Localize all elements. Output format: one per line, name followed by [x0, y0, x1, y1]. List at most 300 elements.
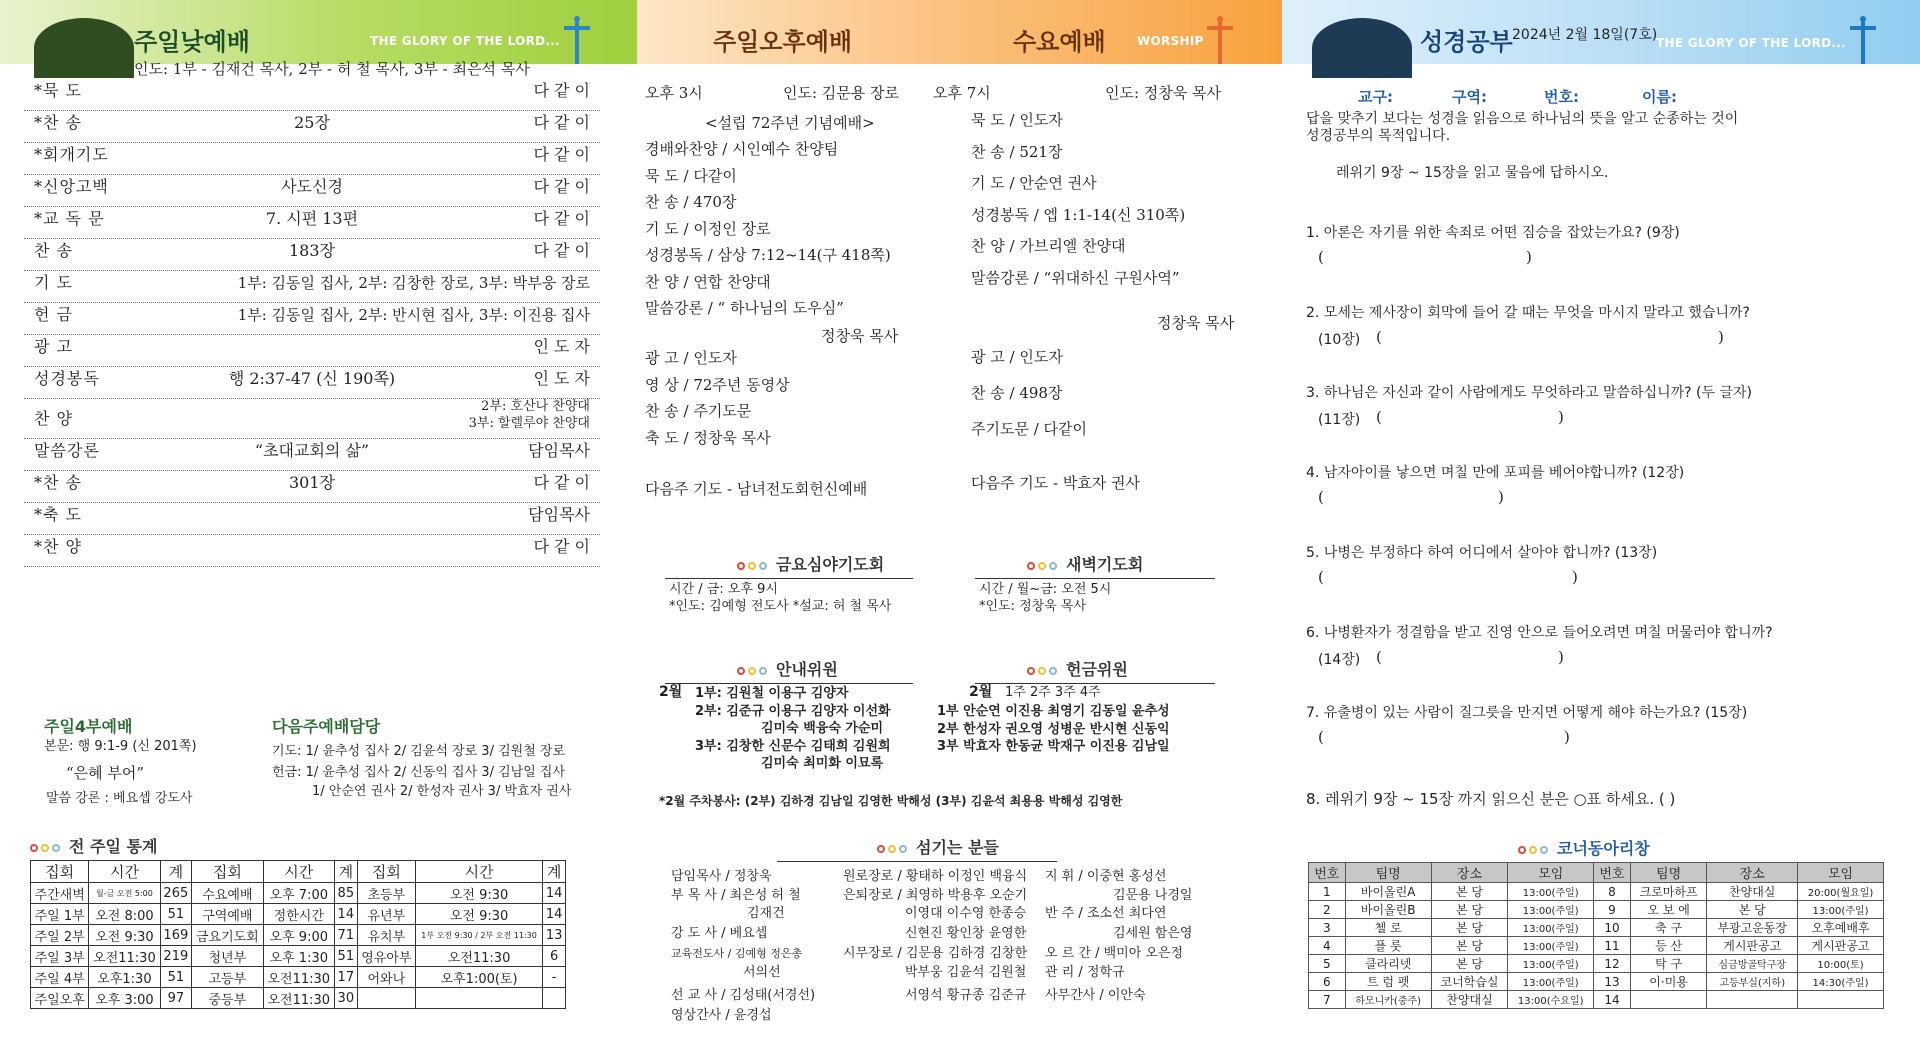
- club-cell: 게시판공고: [1798, 937, 1884, 955]
- question-text: 3. 하나님은 자신과 같이 사람에게도 무엇하라고 말씀하십니까? (두 글자): [1306, 385, 1752, 401]
- club-cell: 게시판공고: [1707, 937, 1798, 955]
- stats-cell: 주일 1부: [31, 904, 89, 925]
- order-by: 인 도 자: [533, 337, 590, 356]
- answer-open-paren: (: [1318, 248, 1324, 266]
- wednesday-line: 성경봉독 / 엡 1:1-14(신 310쪽): [971, 205, 1186, 224]
- wednesday-line: 광 고 / 인도자: [971, 348, 1063, 366]
- banner-title: 성경공부: [1420, 28, 1513, 56]
- stats-cell: 수요예배: [192, 883, 264, 904]
- club-header: 팀명: [1345, 863, 1431, 883]
- club-cell: 3: [1309, 919, 1346, 937]
- order-choir: 3부: 할렐루야 찬양대: [468, 416, 590, 431]
- offering-line: 1부 안순연 이진용 최영기 김동일 윤추성: [937, 704, 1170, 719]
- wednesday-leader: 인도: 정창욱 목사: [1105, 84, 1222, 102]
- order-item: 광 고: [34, 337, 73, 356]
- order-content: 25장: [294, 113, 330, 132]
- club-cell: 바이올린A: [1345, 883, 1431, 901]
- club-cell: 13:00(주일): [1508, 919, 1594, 937]
- club-cell: 13:00(주일): [1508, 955, 1594, 973]
- club-cell: 10:00(토): [1798, 955, 1884, 973]
- club-cell: 20:00(월요일): [1798, 883, 1884, 901]
- club-cell: 본 당: [1431, 901, 1508, 919]
- stats-cell: 71: [334, 925, 357, 946]
- answer-open-paren: (: [1376, 408, 1382, 426]
- afternoon-line: 영 상 / 72주년 동영상: [645, 375, 790, 394]
- club-cell: 오 보 에: [1630, 901, 1707, 919]
- order-by: 다 같 이: [533, 537, 590, 556]
- club-cell: 5: [1309, 955, 1346, 973]
- staff-line: 오 르 간 / 백미아 오은정: [1045, 946, 1184, 961]
- next-week-offering-2: 1/ 안순연 권사 2/ 한성자 권사 3/ 박효자 권사: [312, 784, 572, 799]
- offering-month: 2월: [969, 684, 993, 700]
- stats-cell: 오후1:00(토): [415, 967, 542, 988]
- intro-line-2: 성경공부의 목적입니다.: [1306, 128, 1451, 144]
- club-cell: 심금방골탁구장: [1707, 955, 1798, 973]
- afternoon-leader: 인도: 김문용 장로: [783, 84, 900, 102]
- afternoon-next-prayer: 다음주 기도 - 남녀전도회헌신예배: [645, 480, 868, 498]
- club-cell: 클라리넷: [1345, 955, 1431, 973]
- answer-open-paren: (: [1318, 728, 1324, 746]
- stats-cell: 오전11:30: [263, 988, 334, 1009]
- stats-cell: 14: [543, 904, 566, 925]
- staff-line: 영상간사 / 윤경섭: [671, 1008, 772, 1023]
- order-by: 담임목사: [528, 505, 590, 524]
- banner-subtitle: WORSHIP: [1137, 34, 1204, 48]
- club-cell: 첼 로: [1345, 919, 1431, 937]
- club-cell: 축 구: [1630, 919, 1707, 937]
- club-header: 팀명: [1630, 863, 1707, 883]
- club-cell: 13:00(수요일): [1508, 991, 1594, 1009]
- order-item: 말씀강론: [34, 441, 100, 460]
- staff-line: 담임목사 / 정창욱: [671, 869, 772, 884]
- stats-cell: 구역예배: [192, 904, 264, 925]
- earth-hill-icon: [1312, 18, 1412, 78]
- stats-cell: 51: [160, 967, 191, 988]
- offering-line: 3부 박효자 한동균 박재구 이진용 김남일: [937, 739, 1170, 754]
- stats-header: 시간: [415, 861, 542, 883]
- service4-text: 본문: 행 9:1-9 (신 201쪽): [44, 739, 197, 754]
- club-cell: 11: [1594, 937, 1631, 955]
- club-row: [1309, 991, 1884, 1009]
- next-week-offering-1: 헌금: 1/ 윤추성 집사 2/ 신동익 집사 3/ 김남일 집사: [272, 765, 566, 780]
- club-row: [1309, 937, 1884, 955]
- wednesday-line: 말씀강론 / “위대하신 구원사역”: [971, 268, 1180, 287]
- wednesday-line: 찬 양 / 가브리엘 찬양대: [971, 237, 1126, 255]
- afternoon-line: 경배와찬양 / 시인예수 찬양팀: [645, 140, 839, 158]
- stats-cell: 17: [334, 967, 357, 988]
- wednesday-preacher: 정창욱 목사: [1157, 314, 1235, 332]
- stats-header: 집회: [192, 861, 264, 883]
- stats-cell: 청년부: [192, 946, 264, 967]
- field-number: 번호:: [1544, 88, 1579, 106]
- stats-row: [31, 883, 566, 904]
- question-text: 2. 모세는 제사장이 회막에 들어 갈 때는 무엇을 마시지 말라고 했습니까?: [1306, 305, 1750, 321]
- order-by: 다 같 이: [533, 81, 590, 100]
- staff-line: 부 목 사 / 최은성 허 철: [671, 888, 801, 903]
- staff-line: 박부웅 김윤석 김원철: [905, 965, 1027, 980]
- order-content: 301장: [289, 473, 335, 492]
- club-header: 번호: [1309, 863, 1346, 883]
- afternoon-time: 오후 3시: [645, 84, 703, 102]
- stats-cell: 오전11:30: [89, 946, 160, 967]
- club-cell: 코너학습실: [1431, 973, 1508, 991]
- stats-cell: 51: [160, 904, 191, 925]
- stats-cell: 주일 3부: [31, 946, 89, 967]
- stats-cell: [357, 988, 415, 1009]
- service-leaders: 인도: 1부 - 김재건 목사, 2부 - 허 철 목사, 3부 - 최은석 목사: [134, 60, 530, 78]
- club-header: 번호: [1594, 863, 1631, 883]
- order-content: 183장: [289, 241, 335, 260]
- order-choir: 2부: 호산나 찬양대: [481, 399, 590, 414]
- stats-header: 계: [334, 861, 357, 883]
- circles-icon: [737, 555, 770, 574]
- christ-statue-icon: [1205, 16, 1235, 64]
- club-cell: 6: [1309, 973, 1346, 991]
- staff-line: 사무간사 / 이안숙: [1045, 988, 1146, 1003]
- stats-cell: 97: [160, 988, 191, 1009]
- order-row: [24, 528, 600, 567]
- club-cell: 부광고운동장: [1707, 919, 1798, 937]
- sunday-morning-banner: [0, 0, 637, 64]
- club-cell: 고등부실(지하): [1707, 973, 1798, 991]
- stats-cell: 14: [334, 904, 357, 925]
- usher-line: 2부: 김준규 이용구 김양자 이선화: [695, 703, 891, 719]
- order-content: 7. 시편 13편: [265, 209, 359, 228]
- afternoon-line: 축 도 / 정창욱 목사: [645, 428, 771, 447]
- club-cell: 본 당: [1431, 883, 1508, 901]
- answer-open-paren: (: [1376, 648, 1382, 666]
- stats-cell: 오전11:30: [415, 946, 542, 967]
- club-cell: 13:00(주일): [1508, 883, 1594, 901]
- stats-table: [30, 860, 566, 1009]
- order-item: 찬 양: [34, 409, 73, 428]
- next-week-prayer: 기도: 1/ 윤추성 집사 2/ 김윤석 장로 3/ 김원철 장로: [272, 744, 566, 759]
- worship-banner: [637, 0, 1282, 64]
- usher-line: 김미숙 최미화 이묘록: [761, 756, 884, 771]
- stats-header: 시간: [89, 861, 160, 883]
- stats-header: 집회: [31, 861, 89, 883]
- club-cell: 바이올린B: [1345, 901, 1431, 919]
- christ-statue-icon: [562, 16, 592, 64]
- stats-cell: 오후 7:00: [263, 883, 334, 904]
- stats-cell: 오후 1:30: [263, 946, 334, 967]
- service4-speaker: 말씀 강론 : 베요셉 강도사: [46, 791, 193, 806]
- club-row: [1309, 955, 1884, 973]
- order-by: 다 같 이: [533, 473, 590, 492]
- staff-line: 이영대 이수영 한종승: [905, 906, 1027, 921]
- question-8: 8. 레위기 9장 ~ 15장 까지 읽으신 분은 ○표 하세요. ( ): [1306, 790, 1676, 808]
- circles-icon: [1027, 660, 1060, 679]
- dawn-title: 새벽기도회: [1027, 552, 1143, 575]
- club-cell: 13:00(주일): [1508, 937, 1594, 955]
- question-text: 5. 나병은 부정하다 하여 어디에서 살아야 합니까? (13장): [1306, 545, 1658, 561]
- answer-close-paren: ): [1558, 408, 1564, 426]
- friday-title: 금요심야기도회: [737, 552, 884, 575]
- stats-cell: 초등부: [357, 883, 415, 904]
- staff-line: 시무장로 / 김문용 김하경 김창한: [843, 946, 1028, 961]
- stats-cell: 오후 3:00: [89, 988, 160, 1009]
- offering-title: 헌금위원: [1027, 657, 1128, 680]
- order-item: *교 독 문: [34, 209, 105, 228]
- banner-subtitle: THE GLORY OF THE LORD...: [1656, 36, 1847, 50]
- club-header: 장소: [1707, 863, 1798, 883]
- wednesday-line: 찬 송 / 498장: [971, 384, 1063, 402]
- question-text: 1. 아론은 자기를 위한 속죄로 어떤 짐승을 잡았는가요? (9장): [1306, 225, 1680, 241]
- stats-row: [31, 967, 566, 988]
- order-item: *찬 송: [34, 473, 82, 492]
- field-district: 교구:: [1358, 88, 1393, 106]
- club-table: [1308, 862, 1884, 1009]
- order-by: 다 같 이: [533, 113, 590, 132]
- afternoon-line: 기 도 / 이정인 장로: [645, 219, 771, 238]
- staff-line: 은퇴장로 / 최영하 박용후 오순기: [843, 888, 1028, 903]
- club-cell: [1630, 991, 1707, 1009]
- club-cell: 13:00(주일): [1798, 901, 1884, 919]
- club-cell: 13: [1594, 973, 1631, 991]
- club-cell: 1: [1309, 883, 1346, 901]
- afternoon-line: 찬 송 / 470장: [645, 193, 737, 211]
- club-cell: [1707, 991, 1798, 1009]
- club-header: 모임: [1798, 863, 1884, 883]
- staff-title: 섬기는 분들: [877, 835, 999, 858]
- stats-cell: 정한시간: [263, 904, 334, 925]
- club-cell: 4: [1309, 937, 1346, 955]
- staff-line: 서영석 황규종 김준규: [905, 988, 1027, 1003]
- stats-cell: 유치부: [357, 925, 415, 946]
- club-cell: [1798, 991, 1884, 1009]
- wednesday-line: 찬 송 / 521장: [971, 142, 1063, 161]
- stats-header: 시간: [263, 861, 334, 883]
- stats-header: 계: [160, 861, 191, 883]
- dawn-time: 시간 / 월~금: 오전 5시: [979, 582, 1112, 597]
- circles-icon: [877, 838, 910, 857]
- stats-row: [31, 946, 566, 967]
- stats-header: 계: [543, 861, 566, 883]
- order-item: *회개기도: [34, 145, 109, 164]
- stats-header-row: [31, 861, 566, 883]
- usher-line: 김미숙 백융숙 가순미: [761, 721, 884, 736]
- wednesday-next-prayer: 다음주 기도 - 박효자 권사: [971, 474, 1141, 492]
- order-content: 사도신경: [281, 177, 343, 196]
- usher-line: 3부: 김창한 신문수 김태희 김원희: [695, 738, 891, 754]
- order-by: 다 같 이: [533, 145, 590, 164]
- circles-icon: [737, 660, 770, 679]
- stats-cell: 주일오후: [31, 988, 89, 1009]
- stats-cell: 169: [160, 925, 191, 946]
- dawn-leader: *인도: 정창욱 목사: [979, 599, 1087, 614]
- service4-sermon: “은혜 부어”: [66, 764, 145, 782]
- friday-time: 시간 / 금: 오후 9시: [669, 582, 778, 597]
- afternoon-line: 성경봉독 / 삼상 7:12~14(구 418쪽): [645, 246, 891, 264]
- stats-cell: 51: [334, 946, 357, 967]
- club-cell: 오후예배후: [1798, 919, 1884, 937]
- afternoon-line: 광 고 / 인도자: [645, 349, 737, 367]
- earth-hill-icon: [34, 18, 134, 78]
- order-item: *찬 송: [34, 113, 82, 132]
- club-row: [1309, 973, 1884, 991]
- club-cell: 본 당: [1431, 919, 1508, 937]
- stats-cell: 오전 9:30: [415, 883, 542, 904]
- stats-cell: 월-금 오전 5:00: [89, 883, 160, 904]
- stats-cell: 14: [543, 883, 566, 904]
- staff-line: 교육전도사 / 김예형 정은총: [671, 947, 803, 960]
- answer-close-paren: ): [1526, 248, 1532, 266]
- ushers-month: 2월: [659, 684, 683, 700]
- banner-title: 주일낮예배: [134, 28, 250, 56]
- club-cell: 7: [1309, 991, 1346, 1009]
- afternoon-line: 말씀강론 / “ 하나님의 도우심”: [645, 299, 844, 317]
- stats-cell: 유년부: [357, 904, 415, 925]
- answer-open-paren: (: [1318, 568, 1324, 586]
- staff-line: 김문용 나경일: [1113, 888, 1193, 903]
- field-zone: 구역:: [1452, 88, 1487, 106]
- club-title: 코너동아리창: [1518, 836, 1650, 859]
- order-content: “초대교회의 삶”: [254, 441, 370, 460]
- club-row: [1309, 883, 1884, 901]
- stats-row: [31, 925, 566, 946]
- stats-cell: 오전 9:30: [415, 904, 542, 925]
- stats-cell: 30: [334, 988, 357, 1009]
- staff-line: 선 교 사 / 김성태(서경선): [671, 988, 816, 1003]
- order-by: 인 도 자: [533, 369, 590, 388]
- circles-icon: [30, 837, 63, 856]
- afternoon-line: 찬 양 / 연합 찬양대: [645, 272, 771, 291]
- stats-cell: 어와나: [357, 967, 415, 988]
- circles-icon: [1518, 839, 1551, 858]
- staff-line: 지 휘 / 이중현 홍성선: [1045, 869, 1167, 884]
- club-row: [1309, 901, 1884, 919]
- order-content: 행 2:37-47 (신 190쪽): [228, 369, 396, 388]
- instruction: 레위기 9장 ~ 15장을 읽고 물음에 답하시오.: [1336, 165, 1609, 181]
- answer-open-paren: (: [1376, 328, 1382, 346]
- stats-cell: 219: [160, 946, 191, 967]
- wednesday-time: 오후 7시: [933, 84, 991, 102]
- stats-cell: 오후1:30: [89, 967, 160, 988]
- afternoon-preacher: 정창욱 목사: [821, 327, 899, 345]
- club-cell: 8: [1594, 883, 1631, 901]
- friday-leader: *인도: 김예형 전도사 *설교: 허 철 목사: [669, 599, 892, 614]
- stats-cell: 주일 4부: [31, 967, 89, 988]
- club-cell: 하모니카(중주): [1345, 991, 1431, 1009]
- stats-cell: 265: [160, 883, 191, 904]
- answer-open-paren: (: [1318, 488, 1324, 506]
- order-content: 1부: 김동일 집사, 2부: 반시현 집사, 3부: 이진용 집사: [237, 306, 590, 324]
- answer-close-paren: ): [1572, 568, 1578, 586]
- usher-line: 1부: 김원철 이용구 김양자: [695, 686, 849, 701]
- stats-cell: 오전 8:00: [89, 904, 160, 925]
- staff-line: 김재건: [747, 906, 785, 921]
- club-cell: 트 럼 펫: [1345, 973, 1431, 991]
- order-item: *신앙고백: [34, 177, 109, 196]
- club-cell: 크로마하프: [1630, 883, 1707, 901]
- field-name: 이름:: [1642, 88, 1677, 106]
- order-item: 기 도: [34, 273, 73, 292]
- staff-line: 신현진 황인창 윤영한: [905, 926, 1027, 941]
- wednesday-line: 주기도문 / 다같이: [971, 420, 1088, 438]
- afternoon-wednesday-panel: [637, 0, 1282, 1061]
- stats-cell: 오전 9:30: [89, 925, 160, 946]
- club-cell: 찬양대실: [1707, 883, 1798, 901]
- staff-line: 김세원 함은영: [1113, 926, 1193, 941]
- stats-cell: 13: [543, 925, 566, 946]
- sunday-morning-panel: [0, 0, 637, 1061]
- afternoon-special: <설립 72주년 기념예배>: [705, 114, 875, 132]
- staff-line: 원로장로 / 황태하 이정인 백융식: [843, 869, 1028, 884]
- staff-line: 강 도 사 / 베요셉: [671, 926, 768, 941]
- staff-line: 관 리 / 정학규: [1045, 965, 1125, 980]
- stats-cell: 85: [334, 883, 357, 904]
- question-text: 7. 유출병이 있는 사람이 질그릇을 만지면 어떻게 해야 하는가요? (15장): [1306, 705, 1748, 721]
- ushers-title: 안내위원: [737, 657, 838, 680]
- club-cell: 13:00(주일): [1508, 901, 1594, 919]
- answer-close-paren: ): [1498, 488, 1504, 506]
- question-chapter: (11장): [1318, 412, 1361, 428]
- stats-cell: [543, 988, 566, 1009]
- bible-study-panel: [1282, 0, 1920, 1061]
- circles-icon: [1027, 555, 1060, 574]
- stats-cell: 오전11:30: [263, 967, 334, 988]
- next-week-title: 다음주예배담당: [272, 717, 381, 736]
- order-by: 담임목사: [528, 441, 590, 460]
- christ-statue-icon: [1848, 16, 1878, 64]
- wednesday-line: 묵 도 / 인도자: [971, 111, 1063, 129]
- answer-close-paren: ): [1558, 648, 1564, 666]
- club-cell: 14:30(주일): [1798, 973, 1884, 991]
- club-cell: 13:00(주일): [1508, 973, 1594, 991]
- bible-study-banner: [1282, 0, 1920, 64]
- stats-title: 전 주일 통계: [30, 834, 157, 857]
- banner-date: 2024년 2월 18일(7호): [1512, 27, 1658, 43]
- club-cell: 9: [1594, 901, 1631, 919]
- offering-line: 2부 한성자 권오영 성병운 반시현 신동익: [937, 721, 1170, 737]
- club-header: 모임: [1508, 863, 1594, 883]
- offering-weeks: 1주 2주 3주 4주: [1005, 685, 1101, 700]
- stats-cell: 금요기도회: [192, 925, 264, 946]
- service4-title: 주일4부예배: [44, 717, 133, 736]
- banner-subtitle: THE GLORY OF THE LORD...: [370, 34, 561, 48]
- club-cell: 2: [1309, 901, 1346, 919]
- club-row: [1309, 919, 1884, 937]
- stats-row: [31, 988, 566, 1009]
- order-by: 다 같 이: [533, 177, 590, 196]
- wednesday-line: 기 도 / 안순연 권사: [971, 174, 1097, 192]
- stats-cell: [415, 988, 542, 1009]
- question-chapter: (10장): [1318, 332, 1361, 348]
- club-cell: 본 당: [1431, 955, 1508, 973]
- intro-line-1: 답을 맞추기 보다는 성경을 읽음으로 하나님의 뜻을 알고 순종하는 것이: [1306, 111, 1739, 127]
- stats-cell: 영유아부: [357, 946, 415, 967]
- order-item: 성경봉독: [34, 369, 100, 388]
- order-by: 다 같 이: [533, 209, 590, 228]
- stats-cell: 주간새벽: [31, 883, 89, 904]
- club-cell: 12: [1594, 955, 1631, 973]
- order-item: 헌 금: [34, 305, 73, 324]
- order-item: *묵 도: [34, 81, 82, 100]
- order-item: *축 도: [34, 505, 82, 524]
- staff-line: 서의선: [743, 965, 781, 980]
- club-cell: 탁 구: [1630, 955, 1707, 973]
- parking-volunteers: *2월 주차봉사: (2부) 김하경 김남일 김영한 박해성 (3부) 김윤석 최용용 박해성 김영한: [659, 794, 1123, 808]
- club-cell: 이·미용: [1630, 973, 1707, 991]
- stats-cell: -: [543, 967, 566, 988]
- club-cell: 찬양대실: [1431, 991, 1508, 1009]
- order-item: 찬 송: [34, 241, 73, 260]
- stats-row: [31, 904, 566, 925]
- answer-close-paren: ): [1564, 728, 1570, 746]
- order-by: 다 같 이: [533, 241, 590, 260]
- answer-close-paren: ): [1718, 328, 1724, 346]
- stats-cell: 1부 오전 9:30 / 2부 오전 11:30: [415, 925, 542, 946]
